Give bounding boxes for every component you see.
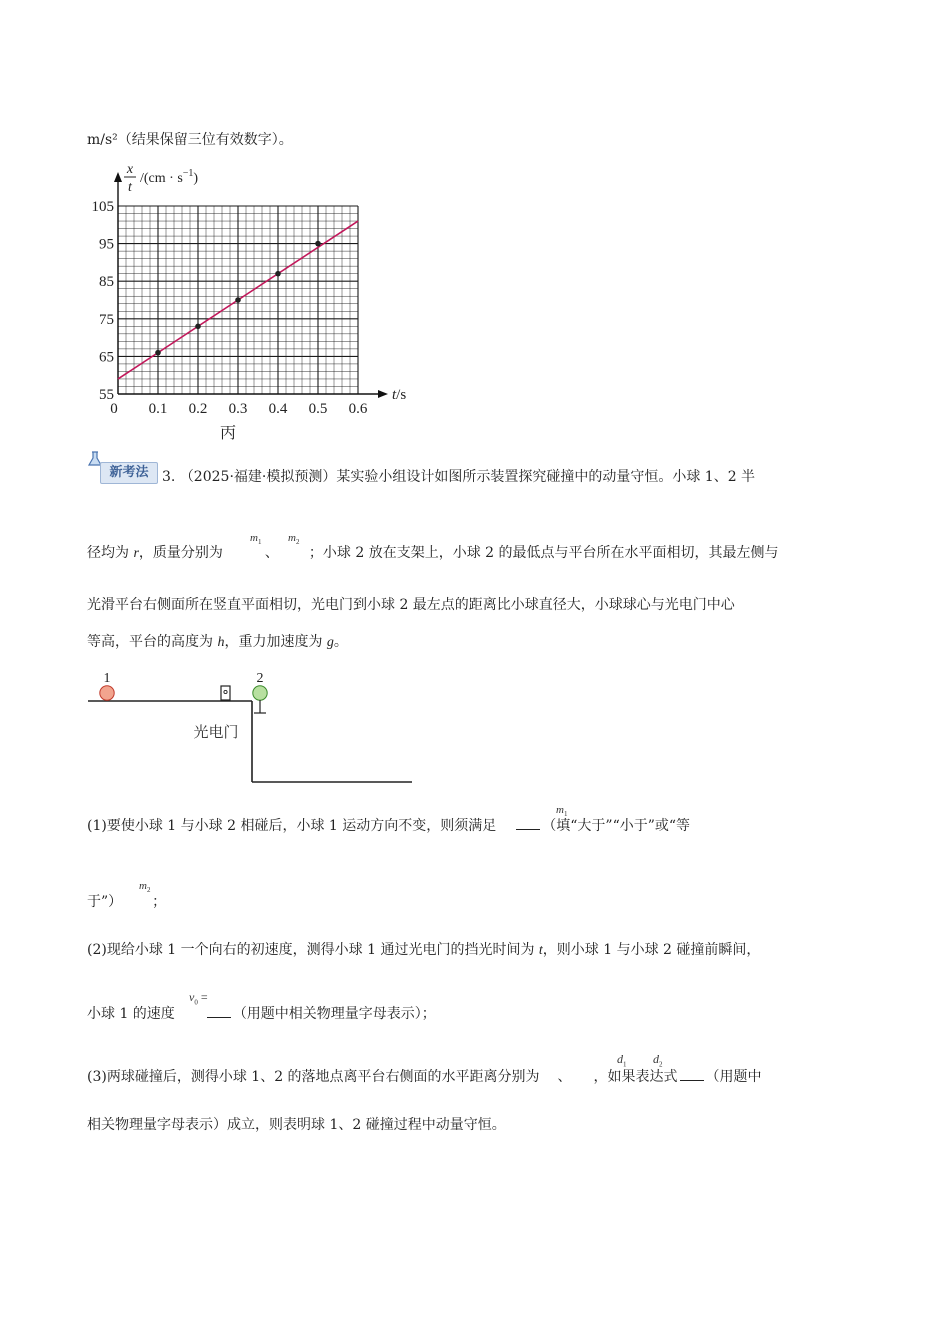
- y-label-denominator: t: [128, 180, 132, 195]
- x-tick-label: 0.5: [308, 401, 328, 417]
- y-tick-label: 75: [99, 311, 114, 328]
- data-point: [315, 241, 321, 247]
- part-3-line-1: (3)两球碰撞后，测得小球 1、2 的落地点离平台右侧面的水平距离分别为 、 ，如果表达式 （用题中: [87, 1069, 762, 1085]
- data-point: [155, 350, 161, 356]
- ball-2: [253, 686, 267, 700]
- question-line-4: 等高，平台的高度为 h，重力加速度为 g。: [87, 634, 348, 650]
- question-intro: [162, 467, 755, 487]
- top-line: m/s²（结果保留三位有效数字）。: [87, 132, 293, 148]
- y-tick-label: 65: [99, 349, 114, 366]
- answer-blank-1: [516, 817, 540, 830]
- part-1-line-2: 于”） ；: [87, 894, 167, 910]
- y-tick-label: 105: [91, 199, 114, 215]
- question-line-2: 径均为 r，质量分别为 、 ；小球 2 放在支架上，小球 2 的最低点与平台所在水平面相切，其最左侧与: [87, 545, 779, 561]
- collision-apparatus-diagram: [86, 666, 416, 786]
- question-intro-text: （2025·福建·模拟预测）某实验小组设计如图所示装置探究碰撞中的动量守恒。小球 1、2 半: [179, 469, 756, 485]
- y-label-numerator: x: [126, 162, 134, 177]
- answer-blank-2: [207, 1005, 231, 1018]
- ball-1-label: 1: [103, 671, 111, 686]
- data-point: [235, 297, 241, 303]
- y-tick-label: 95: [99, 236, 114, 253]
- data-point: [195, 324, 201, 330]
- x-tick-label: 0: [110, 401, 118, 417]
- v0-symbol: $v_0$ =: [189, 990, 208, 1007]
- d1-symbol: $d_1$: [617, 1052, 627, 1069]
- d2-symbol: $d_2$: [653, 1052, 663, 1069]
- part-3-line-2: 相关物理量字母表示）成立，则表明球 1、2 碰撞过程中动量守恒。: [87, 1117, 506, 1133]
- x-axis-label: t/s: [392, 387, 407, 403]
- x-tick-label: 0.6: [348, 401, 368, 417]
- question-line-3: 光滑平台右侧面所在竖直平面相切，光电门到小球 2 最左点的距离比小球直径大，小球球心与光电门中心: [87, 597, 735, 613]
- y-axis-unit: $/(cm \cdot s^{-1})$: [140, 168, 199, 186]
- m2-symbol: $m_2$: [139, 880, 151, 895]
- y-tick-label: 55: [99, 387, 114, 403]
- x-tick-label: 0.2: [188, 401, 208, 417]
- m2-symbol: $m_2$: [288, 532, 300, 547]
- y-tick-label: 85: [99, 274, 114, 291]
- ball-2-label: 2: [256, 671, 264, 686]
- y-axis-arrow: [114, 172, 122, 182]
- part-2-line-1: (2)现给小球 1 一个向右的初速度，测得小球 1 通过光电门的挡光时间为 t，则小球 1 与小球 2 碰撞前瞬间，: [87, 942, 761, 958]
- question-number: 3.: [162, 469, 176, 485]
- new-method-badge: 新考法: [100, 462, 158, 484]
- m1-symbol: $m_1$: [250, 532, 262, 547]
- m1-symbol: $m_1$: [556, 804, 568, 819]
- part-1-line-1: (1)要使小球 1 与小球 2 相碰后，小球 1 运动方向不变，则须满足 （填“大于”“小于”或“等: [87, 818, 691, 834]
- photogate-label: 光电门: [193, 725, 239, 741]
- x-axis-arrow: [378, 390, 388, 398]
- part-2-line-2: 小球 1 的速度 （用题中相关物理量字母表示）；: [87, 1006, 436, 1022]
- xt-graph: [86, 158, 416, 448]
- ball-1: [100, 686, 114, 700]
- x-tick-label: 0.1: [148, 401, 168, 417]
- data-point: [275, 271, 281, 277]
- photogate: [221, 686, 230, 700]
- chart-caption: 丙: [219, 425, 237, 442]
- x-tick-label: 0.4: [268, 401, 288, 417]
- x-tick-label: 0.3: [228, 401, 248, 417]
- answer-blank-3: [680, 1068, 704, 1081]
